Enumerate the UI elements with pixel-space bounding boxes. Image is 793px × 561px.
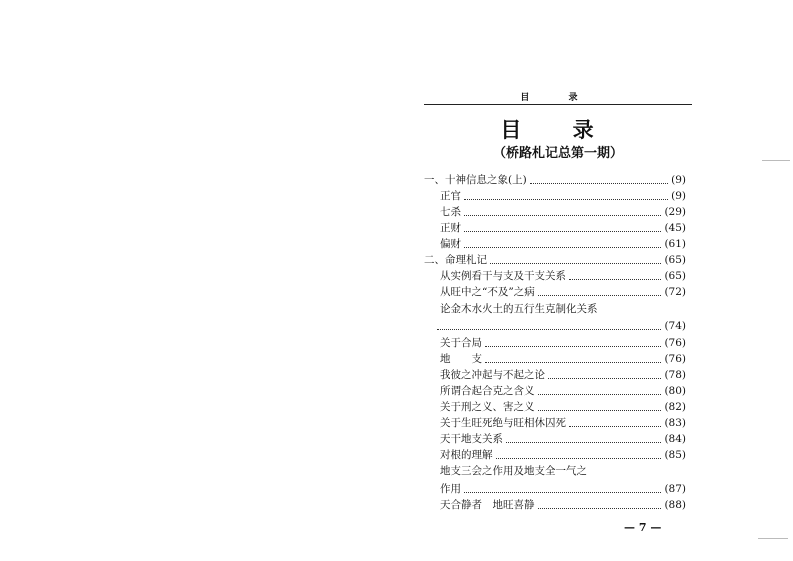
toc-entry-label: 七杀 bbox=[440, 206, 461, 218]
toc-entry-page: (65) bbox=[664, 270, 686, 282]
leader-dots bbox=[569, 279, 661, 280]
toc-entry-label: 正财 bbox=[440, 222, 461, 234]
toc-entry bbox=[440, 237, 686, 252]
toc-entry-label: 正官 bbox=[440, 190, 461, 202]
leader-dots bbox=[506, 442, 661, 443]
leader-dots bbox=[485, 362, 661, 363]
toc-entry-label: 地支三会之作用及地支全一气之 bbox=[440, 465, 587, 477]
leader-dots bbox=[538, 410, 662, 411]
scan-mark bbox=[758, 538, 788, 539]
toc-entry-label: 所谓合起合克之含义 bbox=[440, 385, 535, 397]
leader-dots bbox=[538, 394, 662, 395]
toc-entry bbox=[424, 253, 686, 268]
toc-entry-page: (65) bbox=[664, 254, 686, 266]
toc-entry bbox=[440, 400, 686, 415]
toc-entry-page: (83) bbox=[664, 417, 686, 429]
toc-entry bbox=[440, 285, 686, 300]
leader-dots bbox=[496, 458, 662, 459]
leader-dots bbox=[485, 346, 661, 347]
leader-dots bbox=[437, 329, 661, 330]
leader-dots bbox=[538, 508, 662, 509]
leader-dots bbox=[464, 199, 668, 200]
toc-entry-label: 偏财 bbox=[440, 238, 461, 250]
toc-entry-page: (84) bbox=[664, 433, 686, 445]
toc-entry-page: (74) bbox=[664, 320, 686, 332]
leader-dots bbox=[538, 295, 662, 296]
contents-page bbox=[424, 86, 692, 546]
toc-entry-label: 地 支 bbox=[440, 353, 482, 365]
toc-entry-label: 关于刑之义、害之义 bbox=[440, 401, 535, 413]
toc-entry-page: (80) bbox=[664, 385, 686, 397]
toc-entry bbox=[424, 173, 686, 188]
toc-entry-page: (76) bbox=[664, 353, 686, 365]
toc-entry-page: (29) bbox=[664, 206, 686, 218]
leader-dots bbox=[464, 492, 661, 493]
toc-entry-label: 从旺中之“不及”之病 bbox=[440, 286, 535, 298]
header-rule bbox=[424, 104, 692, 105]
toc-entry bbox=[440, 384, 686, 399]
toc-entry bbox=[440, 448, 686, 463]
toc-entry bbox=[440, 482, 686, 497]
toc-entry bbox=[440, 336, 686, 351]
toc-entry bbox=[440, 416, 686, 431]
toc-entry-label: 关于合局 bbox=[440, 337, 482, 349]
toc-entry bbox=[440, 189, 686, 204]
toc-entry bbox=[440, 221, 686, 236]
toc-entry bbox=[440, 368, 686, 383]
leader-dots bbox=[490, 263, 661, 264]
leader-dots bbox=[464, 247, 661, 248]
toc-entry-page: (9) bbox=[671, 174, 686, 186]
toc-entry-label: 论金木水火土的五行生克制化关系 bbox=[440, 303, 598, 315]
toc-entry-label: 我彼之冲起与不起之论 bbox=[440, 369, 545, 381]
toc-entry-label: 对根的理解 bbox=[440, 449, 493, 461]
toc-entry bbox=[440, 302, 686, 317]
toc-entry-page: (76) bbox=[664, 337, 686, 349]
toc-entry-label: 作用 bbox=[440, 483, 461, 495]
toc-entry-page: (72) bbox=[664, 286, 686, 298]
toc-entry bbox=[440, 269, 686, 284]
toc-entry bbox=[440, 352, 686, 367]
toc-entry-label: 二、命理札记 bbox=[424, 254, 487, 266]
toc-entry-label: 天干地支关系 bbox=[440, 433, 503, 445]
toc-entry bbox=[440, 432, 686, 447]
leader-dots bbox=[569, 426, 661, 427]
leader-dots bbox=[530, 183, 668, 184]
toc-entry bbox=[434, 319, 686, 334]
toc-entry-page: (45) bbox=[664, 222, 686, 234]
scan-mark bbox=[762, 160, 790, 161]
page-subtitle: （桥路札记总第一期） bbox=[492, 146, 623, 161]
toc-entry-label: 从实例看干与支及干支关系 bbox=[440, 270, 566, 282]
toc-entry-page: (85) bbox=[664, 449, 686, 461]
toc-entry-label: 一、十神信息之象(上) bbox=[424, 174, 527, 186]
toc-entry-page: (78) bbox=[664, 369, 686, 381]
leader-dots bbox=[464, 215, 661, 216]
toc-entry-page: (82) bbox=[664, 401, 686, 413]
toc-entry bbox=[440, 498, 686, 513]
leader-dots bbox=[464, 231, 661, 232]
toc-entry-page: (9) bbox=[671, 190, 686, 202]
running-head: 目 录 bbox=[520, 93, 596, 103]
toc-entry-page: (88) bbox=[664, 499, 686, 511]
leader-dots bbox=[548, 378, 661, 379]
toc-entry bbox=[440, 205, 686, 220]
toc-entry-page: (61) bbox=[664, 238, 686, 250]
toc-entry-label: 关于生旺死绝与旺相休囚死 bbox=[440, 417, 566, 429]
toc-entry-page: (87) bbox=[664, 483, 686, 495]
toc-entry bbox=[440, 464, 686, 479]
page-title: 目 录 bbox=[500, 117, 616, 142]
toc-entry-label: 天合静者 地旺喜静 bbox=[440, 499, 535, 511]
page-number: — 7 — bbox=[624, 521, 662, 534]
